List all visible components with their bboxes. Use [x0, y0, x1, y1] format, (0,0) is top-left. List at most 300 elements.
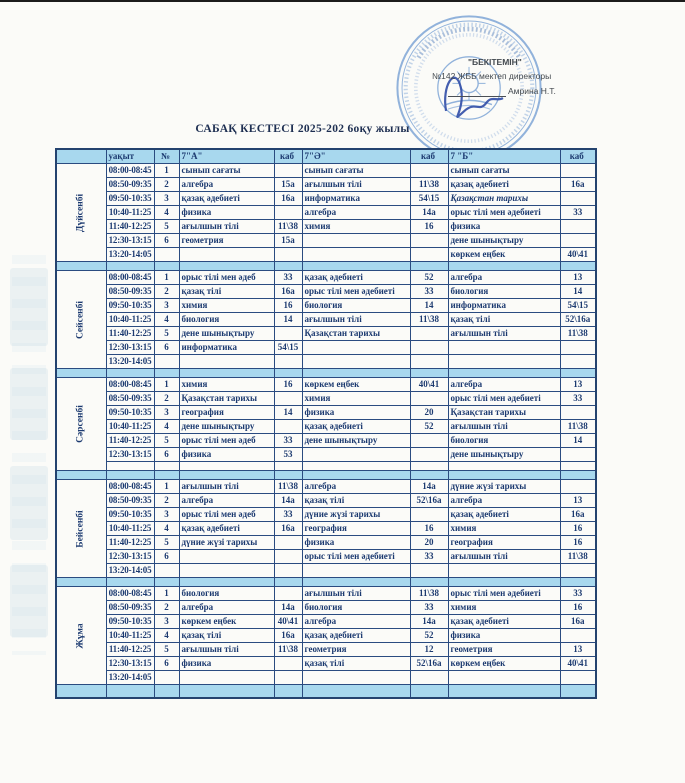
room-cell-7b — [560, 355, 596, 369]
room-cell-7b: 16 — [560, 601, 596, 615]
lesson-row — [56, 643, 596, 657]
time-cell: 12:30-13:15 — [106, 448, 154, 462]
lesson-row — [56, 615, 596, 629]
subject-cell-7b: сынып сағаты — [448, 164, 560, 178]
subject-cell-7ae — [302, 462, 410, 471]
subject-cell-7b: қазақ әдебиеті — [448, 508, 560, 522]
room-cell-7ae: 14а — [410, 615, 448, 629]
subject-cell-7b: орыс тілі мен әдебиеті — [448, 587, 560, 601]
room-cell-7a — [274, 550, 302, 564]
day-label: Сейсенбі — [75, 300, 86, 339]
separator-cell — [154, 685, 179, 699]
room-cell-7ae — [410, 508, 448, 522]
separator-row — [56, 369, 596, 378]
lesson-row — [56, 508, 596, 522]
lesson-number-cell: 4 — [154, 420, 179, 434]
separator-cell — [179, 369, 274, 378]
room-cell-7b: 11\38 — [560, 420, 596, 434]
room-cell-7ae: 52\16а — [410, 657, 448, 671]
subject-cell-7a: биология — [179, 313, 274, 327]
room-cell-7a — [274, 462, 302, 471]
separator-row — [56, 685, 596, 699]
subject-cell-7ae: физика — [302, 406, 410, 420]
day-cell — [56, 271, 106, 369]
separator-cell — [274, 685, 302, 699]
room-cell-7ae: 16 — [410, 220, 448, 234]
separator-cell — [410, 369, 448, 378]
stamp-approve-label: "БЕКІТЕМІН" — [468, 57, 522, 67]
subject-cell-7ae: көркем еңбек — [302, 378, 410, 392]
separator-cell — [179, 471, 274, 480]
subject-cell-7b: ағылшын тілі — [448, 550, 560, 564]
lesson-row — [56, 462, 596, 471]
separator-cell — [448, 685, 560, 699]
stamp-signer-name: Амрина Н.Т. — [508, 86, 556, 96]
bleed-through-ghost — [10, 268, 48, 346]
subject-cell-7ae — [302, 248, 410, 262]
lesson-row — [56, 434, 596, 448]
separator-cell — [302, 578, 410, 587]
stamp-director-line: №142 ЖББ мектеп директоры — [432, 71, 552, 81]
lesson-row — [56, 601, 596, 615]
subject-cell-7a: ағылшын тілі — [179, 220, 274, 234]
subject-cell-7a: алгебра — [179, 601, 274, 615]
subject-cell-7ae: алгебра — [302, 206, 410, 220]
lesson-number-cell: 1 — [154, 271, 179, 285]
subject-cell-7b — [448, 341, 560, 355]
separator-cell — [274, 471, 302, 480]
subject-cell-7a — [179, 564, 274, 578]
room-cell-7a — [274, 355, 302, 369]
room-cell-7ae: 20 — [410, 406, 448, 420]
room-cell-7a: 14 — [274, 313, 302, 327]
time-cell: 13:20-14:05 — [106, 671, 154, 685]
separator-cell — [274, 369, 302, 378]
room-cell-7a: 16 — [274, 299, 302, 313]
room-cell-7ae: 11\38 — [410, 313, 448, 327]
time-cell: 08:50-09:35 — [106, 178, 154, 192]
subject-cell-7b: химия — [448, 601, 560, 615]
lesson-number-cell: 2 — [154, 494, 179, 508]
subject-cell-7b: биология — [448, 285, 560, 299]
subject-cell-7a: география — [179, 406, 274, 420]
separator-cell — [448, 369, 560, 378]
time-cell: 11:40-12:25 — [106, 220, 154, 234]
time-cell: 08:00-08:45 — [106, 378, 154, 392]
subject-cell-7a: көркем еңбек — [179, 615, 274, 629]
lesson-number-cell: 3 — [154, 299, 179, 313]
time-cell: 09:50-10:35 — [106, 615, 154, 629]
subject-cell-7a: қазақ тілі — [179, 629, 274, 643]
room-cell-7a: 11\38 — [274, 480, 302, 494]
time-cell: 08:00-08:45 — [106, 480, 154, 494]
room-cell-7a: 15а — [274, 178, 302, 192]
lesson-row — [56, 550, 596, 564]
lesson-row — [56, 587, 596, 601]
subject-cell-7b: орыс тілі мен әдебиеті — [448, 392, 560, 406]
room-cell-7b — [560, 192, 596, 206]
room-cell-7a: 16 — [274, 378, 302, 392]
subject-cell-7ae: ағылшын тілі — [302, 178, 410, 192]
room-cell-7ae: 52 — [410, 271, 448, 285]
subject-cell-7a: геометрия — [179, 234, 274, 248]
room-cell-7ae — [410, 164, 448, 178]
lesson-number-cell: 5 — [154, 643, 179, 657]
room-cell-7b — [560, 234, 596, 248]
room-cell-7ae: 52 — [410, 420, 448, 434]
room-cell-7a: 14 — [274, 406, 302, 420]
time-cell: 11:40-12:25 — [106, 327, 154, 341]
lesson-row — [56, 406, 596, 420]
room-cell-7b — [560, 448, 596, 462]
room-cell-7ae: 54\15 — [410, 192, 448, 206]
room-cell-7a: 14а — [274, 494, 302, 508]
day-column-header — [56, 149, 106, 164]
room-cell-7ae — [410, 671, 448, 685]
lesson-row — [56, 420, 596, 434]
separator-cell — [179, 262, 274, 271]
room-cell-7ae — [410, 341, 448, 355]
subject-cell-7b: дене шынықтыру — [448, 448, 560, 462]
time-cell: 08:50-09:35 — [106, 285, 154, 299]
lesson-row — [56, 299, 596, 313]
subject-cell-7ae: қазақ әдебиеті — [302, 420, 410, 434]
lesson-number-cell: 6 — [154, 448, 179, 462]
time-cell: 09:50-10:35 — [106, 406, 154, 420]
lesson-number-cell — [154, 564, 179, 578]
room-cell-7b: 33 — [560, 392, 596, 406]
room-cell-7b: 16 — [560, 522, 596, 536]
room-cell-7ae — [410, 564, 448, 578]
time-cell: 08:50-09:35 — [106, 494, 154, 508]
subject-cell-7a: алгебра — [179, 494, 274, 508]
column-header: № — [154, 149, 179, 164]
lesson-row — [56, 206, 596, 220]
time-cell: 12:30-13:15 — [106, 234, 154, 248]
lesson-row — [56, 327, 596, 341]
lesson-number-cell: 5 — [154, 434, 179, 448]
room-cell-7ae — [410, 248, 448, 262]
time-cell: 10:40-11:25 — [106, 206, 154, 220]
day-cell — [56, 480, 106, 578]
subject-cell-7b: ағылшын тілі — [448, 327, 560, 341]
column-header: уақыт — [106, 149, 154, 164]
lesson-number-cell: 3 — [154, 192, 179, 206]
room-cell-7a — [274, 392, 302, 406]
separator-cell — [106, 262, 154, 271]
subject-cell-7b — [448, 462, 560, 471]
time-cell: 10:40-11:25 — [106, 420, 154, 434]
room-cell-7b — [560, 341, 596, 355]
separator-cell — [106, 578, 154, 587]
lesson-number-cell: 4 — [154, 206, 179, 220]
room-cell-7b: 16а — [560, 508, 596, 522]
room-cell-7a — [274, 164, 302, 178]
lesson-row — [56, 480, 596, 494]
page-title: САБАҚ КЕСТЕСІ 2025-202 6оқу жылы — [195, 123, 410, 135]
bleed-through-ghost — [10, 565, 48, 637]
room-cell-7a: 33 — [274, 434, 302, 448]
signature-line — [448, 95, 506, 97]
subject-cell-7ae: сынып сағаты — [302, 164, 410, 178]
separator-cell — [560, 471, 596, 480]
subject-cell-7a: дене шынықтыру — [179, 420, 274, 434]
room-cell-7a — [274, 587, 302, 601]
subject-cell-7a: қазақ әдебиеті — [179, 192, 274, 206]
room-cell-7b — [560, 480, 596, 494]
time-cell: 08:00-08:45 — [106, 587, 154, 601]
day-label: Дүйсенбі — [75, 193, 86, 232]
time-cell: 10:40-11:25 — [106, 629, 154, 643]
room-cell-7b: 11\38 — [560, 550, 596, 564]
room-cell-7b — [560, 629, 596, 643]
separator-cell — [302, 369, 410, 378]
subject-cell-7b — [448, 355, 560, 369]
lesson-row — [56, 234, 596, 248]
subject-cell-7b: география — [448, 536, 560, 550]
lesson-row — [56, 392, 596, 406]
separator-cell — [179, 578, 274, 587]
separator-cell — [274, 578, 302, 587]
time-cell: 09:50-10:35 — [106, 508, 154, 522]
subject-cell-7b: физика — [448, 629, 560, 643]
room-cell-7b — [560, 164, 596, 178]
day-cell — [56, 587, 106, 685]
subject-cell-7ae: ағылшын тілі — [302, 587, 410, 601]
room-cell-7a — [274, 671, 302, 685]
room-cell-7a — [274, 248, 302, 262]
subject-cell-7ae: қазақ тілі — [302, 657, 410, 671]
subject-cell-7ae — [302, 671, 410, 685]
room-cell-7b: 40\41 — [560, 657, 596, 671]
room-cell-7b: 40\41 — [560, 248, 596, 262]
bleed-through-ghost — [10, 368, 48, 440]
room-cell-7ae: 33 — [410, 601, 448, 615]
lesson-row — [56, 220, 596, 234]
subject-cell-7ae: биология — [302, 601, 410, 615]
column-header: каб — [560, 149, 596, 164]
time-cell: 11:40-12:25 — [106, 536, 154, 550]
subject-cell-7ae — [302, 448, 410, 462]
lesson-number-cell: 3 — [154, 508, 179, 522]
lesson-row — [56, 671, 596, 685]
subject-cell-7a: дүние жүзі тарихы — [179, 536, 274, 550]
lesson-row — [56, 448, 596, 462]
room-cell-7b: 33 — [560, 587, 596, 601]
time-cell: 08:00-08:45 — [106, 164, 154, 178]
separator-cell — [56, 369, 106, 378]
lesson-number-cell: 2 — [154, 178, 179, 192]
subject-cell-7ae: ағылшын тілі — [302, 313, 410, 327]
room-cell-7b: 11\38 — [560, 327, 596, 341]
lesson-row — [56, 192, 596, 206]
room-cell-7ae: 20 — [410, 536, 448, 550]
room-cell-7a: 11\38 — [274, 220, 302, 234]
subject-cell-7a: биология — [179, 587, 274, 601]
room-cell-7ae: 33 — [410, 285, 448, 299]
subject-cell-7b: ағылшын тілі — [448, 420, 560, 434]
room-cell-7ae — [410, 327, 448, 341]
day-label: Жұма — [75, 622, 86, 649]
room-cell-7ae: 14а — [410, 206, 448, 220]
subject-cell-7a: орыс тілі мен әдеб — [179, 508, 274, 522]
room-cell-7a — [274, 327, 302, 341]
subject-cell-7a: қазақ тілі — [179, 285, 274, 299]
subject-cell-7a: орыс тілі мен әдеб — [179, 271, 274, 285]
room-cell-7ae: 40\41 — [410, 378, 448, 392]
subject-cell-7ae: география — [302, 522, 410, 536]
separator-cell — [302, 262, 410, 271]
room-cell-7b — [560, 671, 596, 685]
time-cell: 08:50-09:35 — [106, 392, 154, 406]
column-header: каб — [410, 149, 448, 164]
lesson-number-cell: 4 — [154, 629, 179, 643]
lesson-number-cell: 1 — [154, 587, 179, 601]
room-cell-7a: 54\15 — [274, 341, 302, 355]
subject-cell-7ae — [302, 234, 410, 248]
room-cell-7a: 33 — [274, 508, 302, 522]
room-cell-7a — [274, 206, 302, 220]
room-cell-7ae — [410, 448, 448, 462]
separator-cell — [154, 262, 179, 271]
separator-cell — [179, 685, 274, 699]
subject-cell-7b: алгебра — [448, 271, 560, 285]
subject-cell-7ae: орыс тілі мен әдебиеті — [302, 550, 410, 564]
room-cell-7ae: 33 — [410, 550, 448, 564]
subject-cell-7b: информатика — [448, 299, 560, 313]
subject-cell-7ae: алгебра — [302, 480, 410, 494]
subject-cell-7b: Қазақстан тарихы — [448, 406, 560, 420]
separator-cell — [302, 685, 410, 699]
room-cell-7ae: 14а — [410, 480, 448, 494]
subject-cell-7a: физика — [179, 657, 274, 671]
lesson-number-cell: 4 — [154, 522, 179, 536]
subject-cell-7ae: дене шынықтыру — [302, 434, 410, 448]
lesson-row — [56, 378, 596, 392]
subject-cell-7a: дене шынықтыру — [179, 327, 274, 341]
subject-cell-7a: ағылшын тілі — [179, 480, 274, 494]
room-cell-7a: 14а — [274, 601, 302, 615]
separator-cell — [410, 685, 448, 699]
header-row — [56, 149, 596, 164]
time-cell: 13:20-14:05 — [106, 248, 154, 262]
room-cell-7b: 14 — [560, 285, 596, 299]
lesson-number-cell: 2 — [154, 601, 179, 615]
time-cell: 11:40-12:25 — [106, 434, 154, 448]
lesson-row — [56, 494, 596, 508]
separator-cell — [106, 471, 154, 480]
room-cell-7a — [274, 536, 302, 550]
lesson-row — [56, 313, 596, 327]
lesson-number-cell: 6 — [154, 657, 179, 671]
subject-cell-7b: геометрия — [448, 643, 560, 657]
subject-cell-7b: химия — [448, 522, 560, 536]
room-cell-7ae: 11\38 — [410, 587, 448, 601]
subject-cell-7b: дене шынықтыру — [448, 234, 560, 248]
subject-cell-7a: химия — [179, 299, 274, 313]
room-cell-7a: 16а — [274, 629, 302, 643]
lesson-row — [56, 657, 596, 671]
room-cell-7b — [560, 462, 596, 471]
lesson-row — [56, 536, 596, 550]
subject-cell-7ae: информатика — [302, 192, 410, 206]
subject-cell-7ae — [302, 341, 410, 355]
time-cell — [106, 462, 154, 471]
time-cell: 10:40-11:25 — [106, 313, 154, 327]
separator-cell — [560, 369, 596, 378]
lesson-number-cell: 2 — [154, 285, 179, 299]
subject-cell-7a: химия — [179, 378, 274, 392]
separator-cell — [448, 471, 560, 480]
schedule-table — [55, 148, 597, 699]
scan-edge — [0, 0, 685, 2]
time-cell: 13:20-14:05 — [106, 564, 154, 578]
time-cell: 08:00-08:45 — [106, 271, 154, 285]
room-cell-7b: 13 — [560, 494, 596, 508]
separator-cell — [410, 471, 448, 480]
room-cell-7b: 16 — [560, 536, 596, 550]
time-cell: 09:50-10:35 — [106, 299, 154, 313]
separator-cell — [56, 262, 106, 271]
room-cell-7ae: 52 — [410, 629, 448, 643]
room-cell-7ae — [410, 355, 448, 369]
lesson-number-cell: 1 — [154, 378, 179, 392]
separator-cell — [106, 369, 154, 378]
room-cell-7b: 13 — [560, 643, 596, 657]
room-cell-7a: 33 — [274, 271, 302, 285]
room-cell-7a: 16а — [274, 285, 302, 299]
subject-cell-7b: физика — [448, 220, 560, 234]
room-cell-7b — [560, 564, 596, 578]
time-cell: 12:30-13:15 — [106, 657, 154, 671]
separator-cell — [448, 262, 560, 271]
subject-cell-7a — [179, 671, 274, 685]
lesson-number-cell: 1 — [154, 480, 179, 494]
day-label: Бейсенбі — [75, 509, 86, 548]
room-cell-7a: 40\41 — [274, 615, 302, 629]
room-cell-7b: 13 — [560, 378, 596, 392]
lesson-number-cell — [154, 462, 179, 471]
separator-cell — [56, 578, 106, 587]
lesson-row — [56, 285, 596, 299]
subject-cell-7b: көркем еңбек — [448, 657, 560, 671]
room-cell-7b: 52\16а — [560, 313, 596, 327]
subject-cell-7ae: химия — [302, 220, 410, 234]
column-header: 7"А" — [179, 149, 274, 164]
room-cell-7ae: 12 — [410, 643, 448, 657]
room-cell-7ae — [410, 392, 448, 406]
column-header: 7"Ә" — [302, 149, 410, 164]
subject-cell-7ae: химия — [302, 392, 410, 406]
subject-cell-7ae: дүние жүзі тарихы — [302, 508, 410, 522]
separator-cell — [56, 685, 106, 699]
room-cell-7ae — [410, 234, 448, 248]
time-cell: 11:40-12:25 — [106, 643, 154, 657]
subject-cell-7b: дүние жүзі тарихы — [448, 480, 560, 494]
subject-cell-7ae: қазақ әдебиеті — [302, 271, 410, 285]
room-cell-7b — [560, 406, 596, 420]
room-cell-7ae: 14 — [410, 299, 448, 313]
separator-cell — [560, 685, 596, 699]
subject-cell-7a — [179, 550, 274, 564]
subject-cell-7ae: алгебра — [302, 615, 410, 629]
subject-cell-7a: сынып сағаты — [179, 164, 274, 178]
subject-cell-7ae: Қазақстан тарихы — [302, 327, 410, 341]
subject-cell-7b: қазақ тілі — [448, 313, 560, 327]
room-cell-7b: 13 — [560, 271, 596, 285]
subject-cell-7a: Қазақстан тарихы — [179, 392, 274, 406]
lesson-number-cell: 6 — [154, 550, 179, 564]
